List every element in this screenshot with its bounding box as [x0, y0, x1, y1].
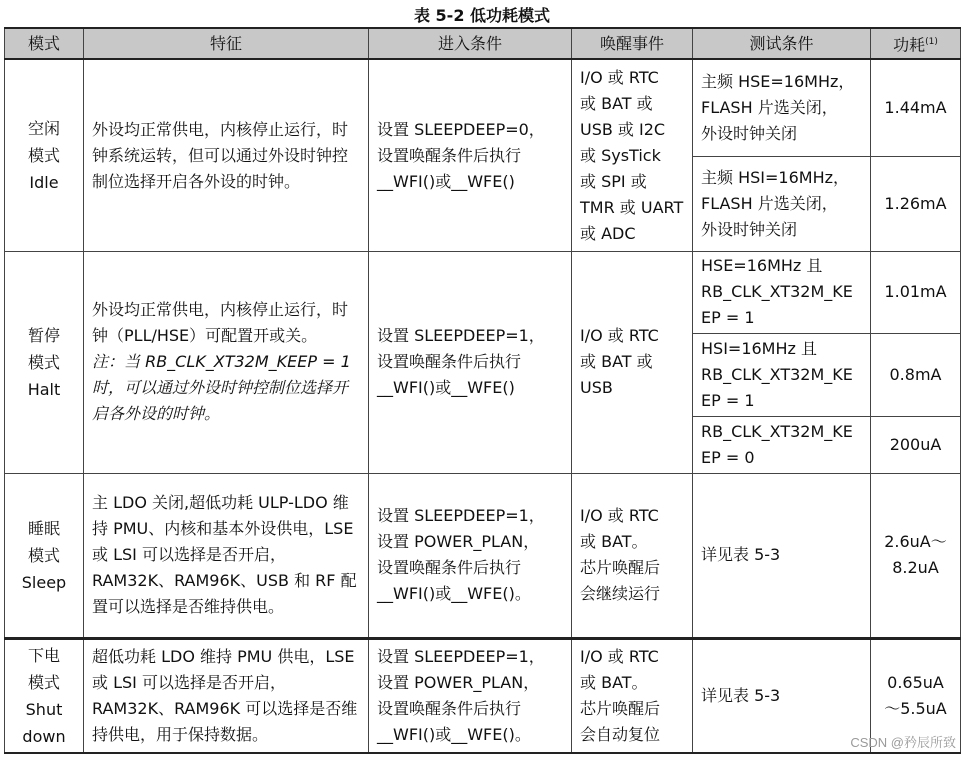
enter-sleep: 设置 SLEEPDEEP=1， 设置 POWER_PLAN， 设置唤醒条件后执行 __WFI()或__WFE()。 — [369, 473, 572, 638]
watermark: CSDN @矜辰所致 — [850, 735, 956, 750]
test-halt-2: HSI=16MHz 且 RB_CLK_XT32M_KE EP = 1 — [693, 333, 871, 416]
enter-shutdown: 设置 SLEEPDEEP=1， 设置 POWER_PLAN， 设置唤醒条件后执行 __WFI()或__WFE()。 — [369, 638, 572, 753]
table-row — [5, 638, 961, 753]
table-row — [5, 473, 961, 638]
header-mode: 模式 — [5, 28, 84, 59]
table-caption: 表 5-2 低功耗模式 — [413, 6, 551, 25]
wake-sleep: I/O 或 RTC 或 BAT。 芯片唤醒后 会继续运行 — [572, 473, 693, 638]
header-row — [5, 28, 961, 59]
mode-halt: 暂停 模式 Halt — [5, 251, 84, 473]
header-wake: 唤醒事件 — [572, 28, 693, 59]
test-idle-1: 主频 HSE=16MHz， FLASH 片选关闭， 外设时钟关闭 — [693, 59, 871, 156]
feature-halt-text: 外设均正常供电，内核停止运行，时钟（PLL/HSE）可配置开或关。 — [92, 300, 349, 346]
feature-shutdown: 超低功耗 LDO 维持 PMU 供电，LSE 或 LSI 可以选择是否开启，RAM32K、RAM96K 可以选择是否维持供电，用于保持数据。 — [84, 638, 369, 753]
power-idle-1: 1.44mA — [871, 59, 961, 156]
table-row — [5, 59, 961, 156]
header-power-note: (1) — [925, 37, 938, 47]
test-shutdown: 详见表 5-3 — [693, 638, 871, 753]
feature-sleep: 主 LDO 关闭,超低功耗 ULP-LDO 维持 PMU、内核和基本外设供电，LSE 或 LSI 可以选择是否开启，RAM32K、RAM96K、USB 和 RF 配置可以选择是否维持供电。 — [84, 473, 369, 638]
test-sleep: 详见表 5-3 — [693, 473, 871, 638]
power-sleep: 2.6uA～ 8.2uA — [871, 473, 961, 638]
header-enter: 进入条件 — [369, 28, 572, 59]
wake-idle: I/O 或 RTC 或 BAT 或 USB 或 I2C 或 SysTick 或 SPI 或 TMR 或 UART 或 ADC — [572, 59, 693, 251]
feature-halt-note: 注：当 RB_CLK_XT32M_KEEP = 1 时，可以通过外设时钟控制位选择开启各外设的时钟。 — [92, 352, 351, 424]
header-power-label: 功耗 — [893, 35, 926, 55]
feature-idle: 外设均正常供电，内核停止运行，时钟系统运转，但可以通过外设时钟控制位选择开启各外设的时钟。 — [84, 59, 369, 251]
power-halt-3: 200uA — [871, 416, 961, 473]
mode-shutdown: 下电 模式 Shut down — [5, 638, 84, 753]
mode-sleep: 睡眠 模式 Sleep — [5, 473, 84, 638]
enter-idle: 设置 SLEEPDEEP=0， 设置唤醒条件后执行 __WFI()或__WFE() — [369, 59, 572, 251]
header-feature: 特征 — [84, 28, 369, 59]
header-power — [871, 28, 961, 59]
header-test: 测试条件 — [693, 28, 871, 59]
wake-halt: I/O 或 RTC 或 BAT 或 USB — [572, 251, 693, 473]
test-halt-1: HSE=16MHz 且 RB_CLK_XT32M_KE EP = 1 — [693, 251, 871, 333]
mode-idle: 空闲 模式 Idle — [5, 59, 84, 251]
power-idle-2: 1.26mA — [871, 156, 961, 251]
power-halt-1: 1.01mA — [871, 251, 961, 333]
test-halt-3: RB_CLK_XT32M_KE EP = 0 — [693, 416, 871, 473]
wake-shutdown: I/O 或 RTC 或 BAT。 芯片唤醒后 会自动复位 — [572, 638, 693, 753]
low-power-modes-table — [4, 27, 961, 754]
feature-halt — [84, 251, 369, 473]
power-halt-2: 0.8mA — [871, 333, 961, 416]
table-row — [5, 251, 961, 333]
enter-halt: 设置 SLEEPDEEP=1， 设置唤醒条件后执行 __WFI()或__WFE() — [369, 251, 572, 473]
power-shutdown: 0.65uA ～5.5uA — [871, 638, 961, 753]
test-idle-2: 主频 HSI=16MHz， FLASH 片选关闭， 外设时钟关闭 — [693, 156, 871, 251]
